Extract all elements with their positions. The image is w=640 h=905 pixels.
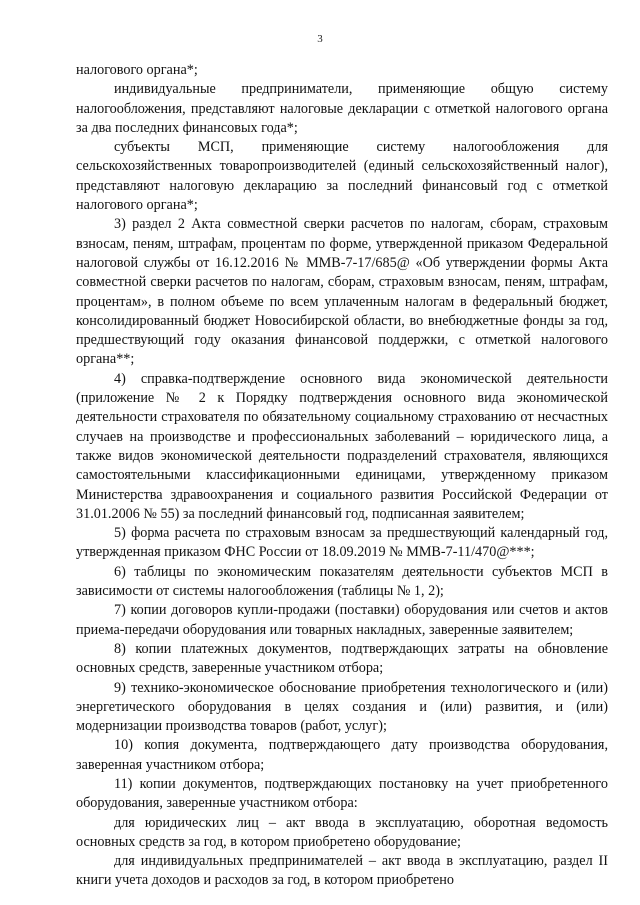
document-body — [76, 61, 608, 891]
paragraph-item-7: 7) копии договоров купли-продажи (поставки) оборудования или счетов и актов приема-передачи оборудования или товарных накладных, заверенные заявителем; — [76, 602, 608, 638]
paragraph-individual-entrepreneurs: индивидуальные предприниматели, применяющие общую систему налогообложения, представляют налоговые декларации с отметкой налогового органа за два последних финансовых года*; — [76, 81, 608, 136]
paragraph-continuation: налогового органа*; — [76, 62, 198, 78]
paragraph-item-3: 3) раздел 2 Акта совместной сверки расчетов по налогам, сборам, страховым взносам, пеням, штрафам, процентам по форме, утвержденной приказом Федеральной налоговой службы от 16.12.2016 № ММВ-7-17/685@ «Об утверждении формы Акта совместной сверки расчетов по налогам, сборам, страховым взносам, пеням, штрафам, процентам», в полном объеме по всем уплаченным налогам в федеральный бюджет, консолидированный бюджет Новосибирской области, во внебюджетные фонды за год, предшествующий году оказания финансовой поддержки, с отметкой налогового органа**; — [76, 216, 608, 368]
paragraph-item-11: 11) копии документов, подтверждающих постановку на учет приобретенного оборудования, заверенные участником отбора: — [76, 775, 608, 812]
paragraph-entrepreneurs-acts: для индивидуальных предпринимателей – акт ввода в эксплуатацию, раздел II книги учета доходов и расходов за год, в котором приобретено — [76, 853, 608, 889]
paragraph-sme-agricultural-tax: субъекты МСП, применяющие систему налогообложения для сельскохозяйственных товаропроизводителей (единый сельскохозяйственный налог), представляют налоговую декларацию за последний финансовый год с отметкой налогового органа*; — [76, 139, 608, 214]
paragraph-item-9: 9) технико-экономическое обоснование приобретения технологического и (или) энергетического оборудования в целях создания и (или) развития, и (или) модернизации производства товаров (работ, услуг); — [76, 679, 608, 735]
page-number: 3 — [317, 33, 323, 45]
paragraph-item-10: 10) копия документа, подтверждающего дату производства оборудования, заверенная участником отбора; — [76, 737, 608, 773]
paragraph-item-5: 5) форма расчета по страховым взносам за предшествующий календарный год, утвержденная приказом ФНС России от 18.09.2019 № ММВ-7-11/470@***; — [76, 525, 608, 561]
paragraph-item-4: 4) справка-подтверждение основного вида экономической деятельности (приложение № 2 к Порядку подтверждения основного вида экономической деятельности страхователя по обязательному социальному страхованию от несчастных случаев на производстве и профессиональных заболеваний – юридического лица, а также видов экономической деятельности подразделений страхователя, являющихся самостоятельными классификационными единицами, утвержденному приказом Министерства здравоохранения и социального развития Российской Федерации от 31.01.2006 № 55) за последний финансовый год, подписанная заявителем; — [76, 370, 608, 522]
paragraph-item-8: 8) копии платежных документов, подтверждающих затраты на обновление основных средств, заверенные участником отбора; — [76, 640, 608, 677]
paragraph-item-6: 6) таблицы по экономическим показателям деятельности субъектов МСП в зависимости от системы налогообложения (таблицы № 1, 2); — [76, 563, 608, 600]
paragraph-legal-entities: для юридических лиц – акт ввода в эксплуатацию, оборотная ведомость основных средств за год, в котором приобретено оборудование; — [76, 814, 608, 850]
